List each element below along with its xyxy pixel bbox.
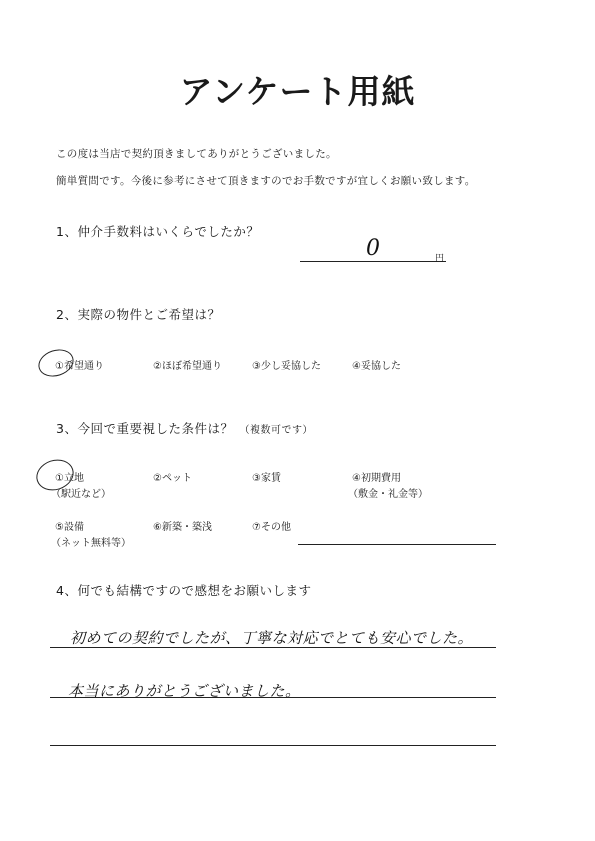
q3-option-1-sub: （駅近など） <box>51 489 111 500</box>
q3-option-4[interactable] <box>348 469 428 500</box>
q4-answer-line-2 <box>50 697 496 698</box>
q3-option-3[interactable] <box>252 469 281 484</box>
q3-option-6[interactable] <box>153 518 212 533</box>
intro-line-2: 簡単質問です。今後に参考にさせて頂きますのでお手数ですが宜しくお願い致します。 <box>56 175 476 187</box>
question-3 <box>56 419 313 437</box>
q4-answer-line-3 <box>50 745 496 746</box>
question-3-note: （複数可です） <box>239 425 313 436</box>
q1-answer[interactable]: 0 <box>366 236 380 261</box>
question-3-label: 3、今回で重要視した条件は？ <box>56 421 234 436</box>
question-1: 1、仲介手数料はいくらでしたか？ <box>56 224 260 239</box>
q2-option-4[interactable]: ④妥協した <box>352 361 401 372</box>
q1-unit: 円 <box>435 254 445 264</box>
q2-option-1[interactable]: ①希望通り <box>55 361 104 372</box>
q3-option-6-label: ⑥新築・築浅 <box>153 522 212 533</box>
q3-option-4-sub: （敷金・礼金等） <box>348 489 428 500</box>
q3-option-4-label: ④初期費用 <box>352 473 401 484</box>
q3-option-5[interactable] <box>51 518 131 549</box>
q3-option-1-label: ①立地 <box>55 473 84 484</box>
q3-option-5-label: ⑤設備 <box>55 522 84 533</box>
q4-answer-line-1-text[interactable]: 初めての契約でしたが、丁寧な対応でとても安心でした。 <box>70 629 474 647</box>
intro-line-1: この度は当店で契約頂きましてありがとうございました。 <box>56 148 337 160</box>
q2-option-3[interactable]: ③少し妥協した <box>252 361 321 372</box>
q4-answer-line-2-text[interactable]: 本当にありがとうございました。 <box>68 682 301 700</box>
q2-selection-circle <box>35 345 77 381</box>
q3-option-7[interactable] <box>252 518 291 533</box>
q3-option-7-label: ⑦その他 <box>252 522 291 533</box>
q3-option-3-label: ③家賃 <box>252 473 281 484</box>
q2-option-2[interactable]: ②ほぼ希望通り <box>153 361 222 372</box>
question-2: 2、実際の物件とご希望は？ <box>56 307 221 322</box>
q4-answer-line-1 <box>50 647 496 648</box>
q3-other-line[interactable] <box>298 544 496 545</box>
page-title: アンケート用紙 <box>179 72 416 111</box>
question-4: 4、何でも結構ですので感想をお願いします <box>56 583 312 598</box>
q1-answer-line <box>300 261 446 262</box>
q3-option-2[interactable] <box>153 469 192 484</box>
q3-option-2-label: ②ペット <box>153 473 192 484</box>
q3-option-5-sub: （ネット無料等） <box>51 538 131 549</box>
